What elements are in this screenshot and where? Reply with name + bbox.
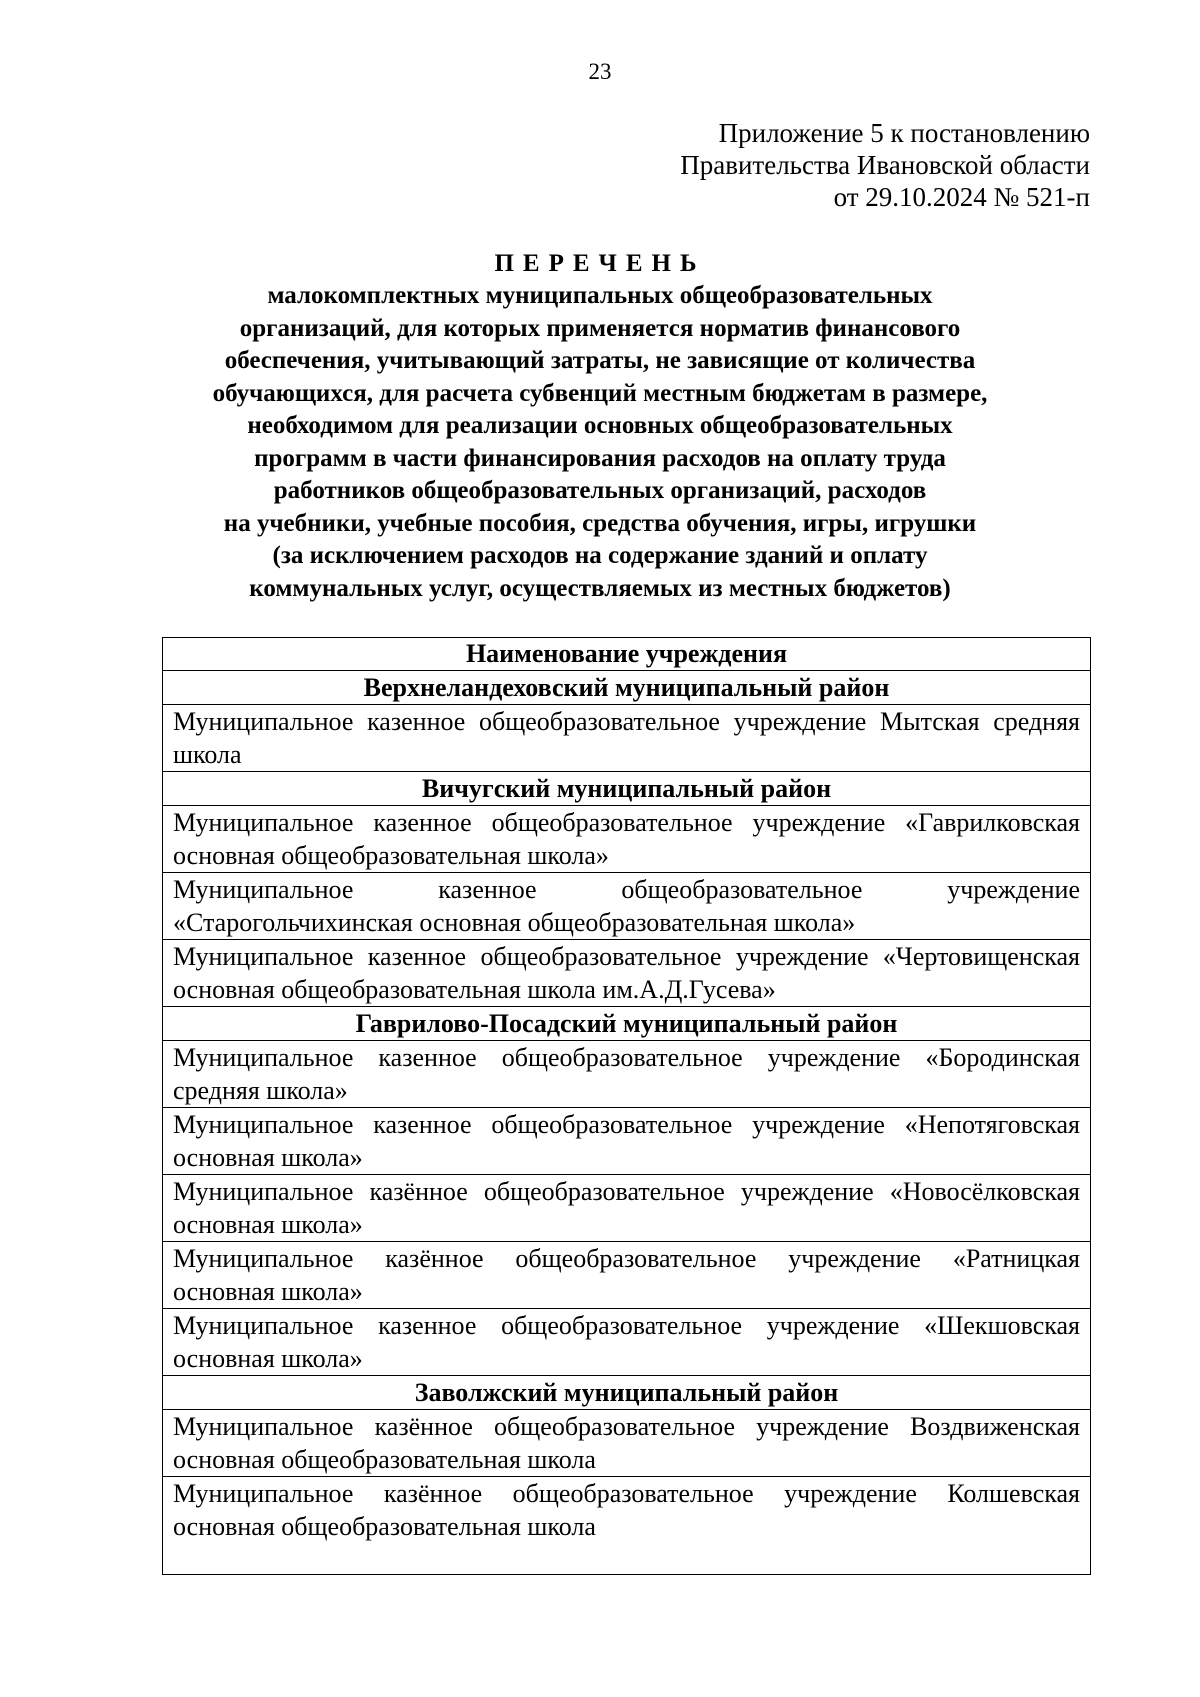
table-row [163,1108,1091,1175]
district-row [163,671,1091,705]
institution-name: Муниципальное казенное общеобразовательное учреждение «Бородинская средняя школа» [163,1041,1091,1108]
table-row [163,705,1091,772]
institution-name: Муниципальное казенное общеобразовательное учреждение «Чертовищенская основная общеобразовательная школа им.А.Д.Гусева» [163,940,1091,1007]
district-name: Заволжский муниципальный район [163,1376,1091,1410]
document-title: ПЕРЕЧЕНЬ [494,250,706,277]
subtitle-line: программ в части финансирования расходов на оплату труда [254,444,946,472]
subtitle-line: обучающихся, для расчета субвенций местным бюджетам в размере, [212,379,988,407]
subtitle-line: обеспечения, учитывающий затраты, не зависящие от количества [224,347,976,374]
table-row [163,1309,1091,1376]
subtitle-line: организаций, для которых применяется норматив финансового [239,314,961,342]
institution-name: Муниципальное казённое общеобразовательное учреждение «Ратницкая основная школа» [163,1242,1091,1309]
institution-name: Муниципальное казенное общеобразовательное учреждение «Шекшовская основная школа» [163,1309,1091,1376]
document-subtitle [120,280,1080,605]
table-row [163,1477,1091,1575]
subtitle-line: на учебники, учебные пособия, средства обучения, игры, игрушки [223,509,977,537]
institution-name: Муниципальное казенное общеобразовательное учреждение «Непотяговская основная школа» [163,1108,1091,1175]
table-row [163,1242,1091,1309]
institutions-table [162,637,1091,1575]
institution-name: Муниципальное казённое общеобразовательное учреждение «Новосёлковская основная школа» [163,1175,1091,1242]
table-row [163,1041,1091,1108]
institution-name: Муниципальное казенное общеобразовательное учреждение «Старогольчихинская основная общеобразовательная школа» [163,873,1091,940]
institution-name: Муниципальное казенное общеобразовательное учреждение Мытская средняя школа [163,705,1091,772]
subtitle-line: работников общеобразовательных организаций, расходов [273,477,927,504]
table-row [163,940,1091,1007]
appendix-line: от 29.10.2024 № 521-п [833,182,1090,212]
district-row [163,1376,1091,1410]
institution-name: Муниципальное казённое общеобразовательное учреждение Воздвиженская основная общеобразовательная школа [163,1410,1091,1477]
district-name: Верхнеландеховский муниципальный район [163,671,1091,705]
appendix-reference [490,117,1090,213]
table-row [163,806,1091,873]
district-name: Гаврилово-Посадский муниципальный район [163,1007,1091,1041]
appendix-line: Приложение 5 к постановлению [718,118,1090,148]
subtitle-line: малокомплектных муниципальных общеобразовательных [267,282,933,309]
subtitle-line: необходимом для реализации основных общеобразовательных [247,412,953,439]
institution-name: Муниципальное казённое общеобразовательное учреждение Колшевская основная общеобразовательная школа [163,1477,1091,1575]
district-row [163,772,1091,806]
table-header-cell: Наименование учреждения [163,638,1091,671]
appendix-line: Правительства Ивановской области [680,150,1090,180]
table-row [163,873,1091,940]
district-name: Вичугский муниципальный район [163,772,1091,806]
district-row [163,1007,1091,1041]
subtitle-line: коммунальных услуг, осуществляемых из местных бюджетов) [249,574,951,602]
page-number: 23 [588,59,612,84]
table-header-row [163,638,1091,671]
institution-name: Муниципальное казенное общеобразовательное учреждение «Гаврилковская основная общеобразовательная школа» [163,806,1091,873]
table-row [163,1175,1091,1242]
table-row [163,1410,1091,1477]
subtitle-line: (за исключением расходов на содержание зданий и оплату [272,542,928,569]
